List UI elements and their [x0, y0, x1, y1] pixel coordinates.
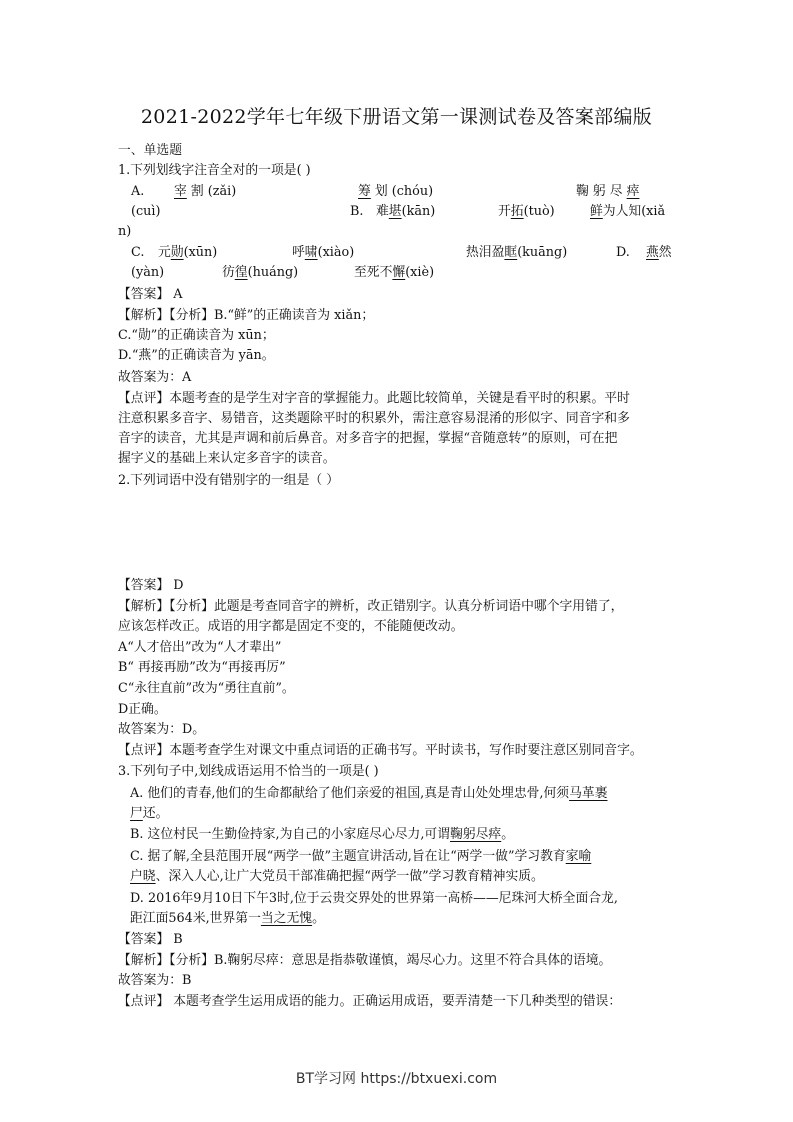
q2-analysis-line: A“人才倍出”改为“人才辈出”	[118, 640, 282, 655]
q3-option-c-cont: 户晓、深入人心,让广大党员干部准确把握“两学一做”学习教育精神实质。	[130, 869, 544, 884]
q1-comment-line: 注意积累多音字、易错音，这类题除平时的积累外，需注意容易混淆的形似字、同音字和多	[118, 411, 630, 426]
q2-stem: 2.下列词语中没有错别字的一组是（ ）	[118, 473, 340, 488]
q1-result: 故答案为：A	[118, 370, 192, 385]
q1-analysis-line: 【解析】【分析】B.“鲜”的正确读音为 xiǎn；	[118, 308, 375, 323]
section-heading: 一、单选题	[118, 143, 182, 158]
q1-option-b-cont: n)	[118, 224, 132, 239]
q3-comment: 【点评】 本题考查学生运用成语的能力。正确运用成语，要弄清楚一下几种类型的错误：	[118, 994, 622, 1009]
q1-option-c: C. 元勋(xūn) 呼啸(xiào) 热泪盈眶(kuāng) D. 燕然	[131, 245, 672, 260]
q1-stem: 1.下列划线字注音全对的一项是( )	[118, 163, 311, 178]
q1-analysis-line: D.“燕”的正确读音为 yān。	[118, 348, 275, 363]
q2-analysis-line: B“ 再接再励”改为“再接再厉”	[118, 660, 286, 675]
q2-answer: 【答案】 D	[118, 578, 184, 593]
q2-result: 故答案为：D。	[118, 722, 206, 737]
q1-option-d: (yàn) 彷徨(huáng) 至死不懈(xiè)	[131, 265, 435, 280]
q1-comment-line: 音字的读音，尤其是声调和前后鼻音。对多音字的把握，掌握“音随意转”的原则，可在把	[118, 431, 618, 446]
q3-analysis: 【解析】【分析】B.鞠躬尽瘁：意思是指恭敬谨慎，竭尽心力。这里不符合具体的语境。	[118, 953, 612, 968]
q3-option-d-cont: 距江面564米,世界第一当之无愧。	[130, 911, 325, 926]
q3-result: 故答案为：B	[118, 973, 192, 988]
q3-option-a-cont: 尸还。	[130, 806, 169, 821]
site-watermark-footer: BT学习网 https://btxuexi.com	[295, 1071, 498, 1087]
q3-option-a: A. 他们的青春,他们的生命都献给了他们亲爱的祖国,真是青山处处埋忠骨,何须马革裹	[130, 786, 608, 801]
q2-analysis-line: 【解析】【分析】此题是考查同音字的辨析，改正错别字。认真分析词语中哪个字用错了，	[118, 599, 624, 614]
q3-option-c: C. 据了解,全县范围开展“两学一做”主题宣讲活动,旨在让“两学一做”学习教育家喻	[130, 849, 592, 864]
q1-comment-line: 握字义的基础上来认定多音字的读音。	[118, 451, 336, 466]
q3-answer: 【答案】 B	[118, 932, 183, 947]
q2-analysis-line: 应该怎样改正。成语的用字都是固定不变的，不能随便改动。	[118, 619, 464, 634]
q3-option-b: B. 这位村民一生勤俭持家,为自己的小家庭尽心尽力,可谓鞠躬尽瘁。	[130, 827, 514, 842]
q2-comment: 【点评】本题考查学生对课文中重点词语的正确书写。平时读书，写作时要注意区别同音字。	[118, 743, 643, 758]
q3-stem: 3.下列句子中,划线成语运用不恰当的一项是( )	[118, 764, 379, 779]
q1-option-a: A. 宰 割 (zǎi) 筹 划 (chóu) 鞠 躬 尽 瘁	[131, 184, 640, 199]
q1-analysis-line: C.“勋”的正确读音为 xūn；	[118, 328, 275, 343]
q1-option-b: (cuì) B. 难堪(kān) 开拓(tuò) 鲜为人知(xiǎ	[131, 204, 666, 219]
q1-comment-line: 【点评】本题考查的是学生对字音的掌握能力。此题比较简单，关键是看平时的积累。平时	[118, 391, 630, 406]
document-title: 2021-2022学年七年级下册语文第一课测试卷及答案部编版	[140, 106, 653, 128]
q1-answer: 【答案】 A	[118, 287, 183, 302]
q3-option-d: D. 2016年9月10日下午3时,位于云贵交界处的世界第一高桥——尼珠河大桥全面合龙,	[130, 891, 618, 906]
q2-analysis-line: D正确。	[118, 702, 167, 717]
q2-analysis-line: C“永往直前”改为“勇往直前”。	[118, 681, 295, 696]
